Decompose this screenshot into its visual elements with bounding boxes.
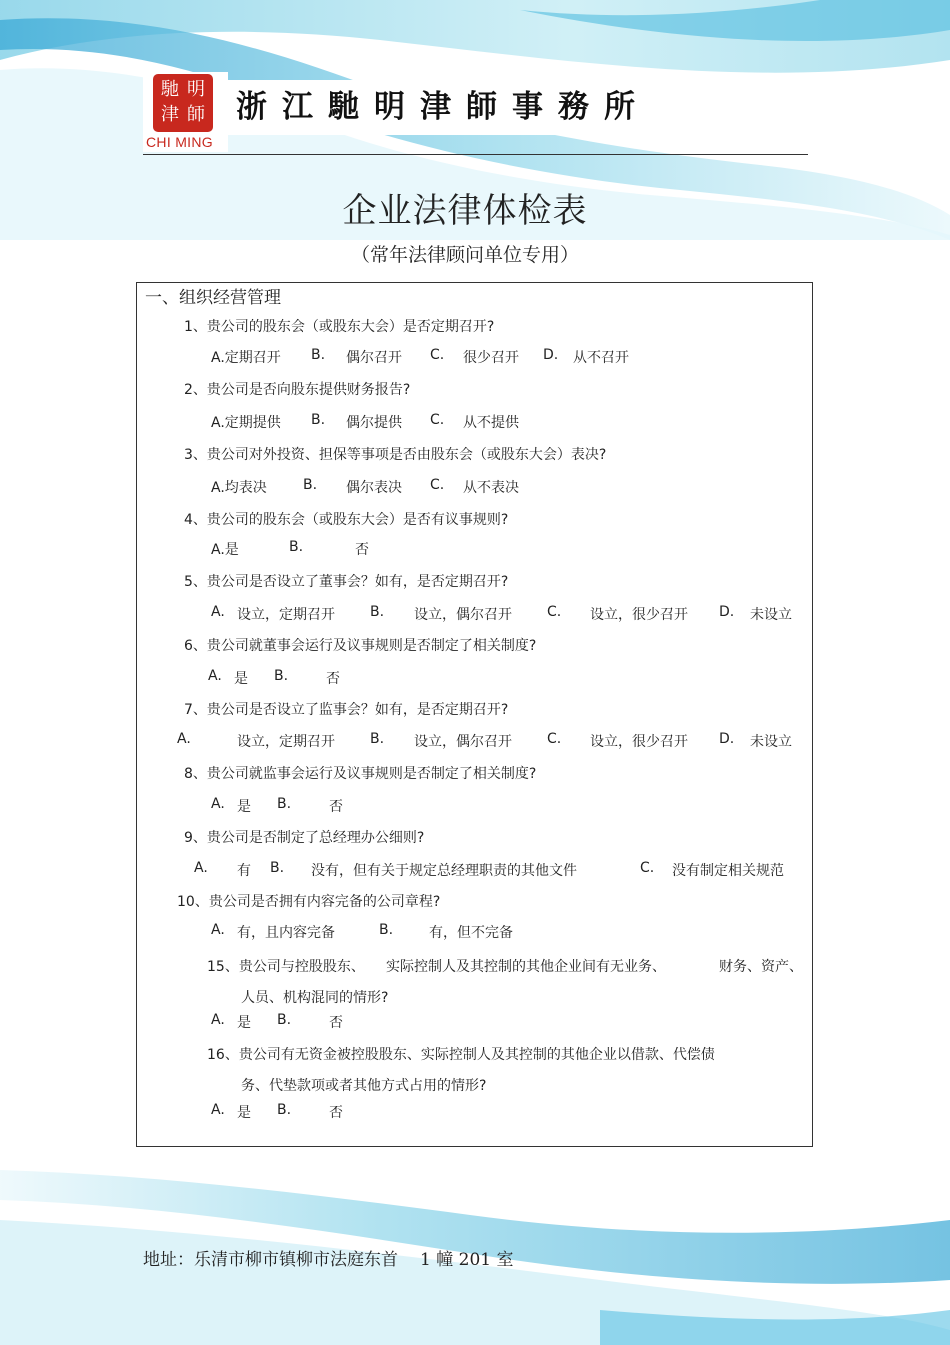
answer-option-letter: B.	[370, 731, 385, 747]
seal-char: 明	[187, 79, 205, 100]
answer-option-letter: B.	[277, 796, 292, 812]
answer-option[interactable]: 是	[237, 799, 251, 815]
answer-option-letter: D.	[719, 731, 735, 747]
answer-option-letter: B.	[277, 1012, 292, 1028]
logo-english-name: CHI MING	[146, 134, 213, 150]
question-text: 9、贵公司是否制定了总经理办公细则?	[184, 830, 425, 846]
address-room: 1 幢 201 室	[420, 1250, 514, 1270]
answer-option[interactable]: 从不提供	[463, 415, 519, 431]
question-text: 16、贵公司有无资金被控股股东、实际控制人及其控制的其他企业以借款、代偿债	[207, 1047, 715, 1063]
answer-option-letter: B.	[379, 922, 394, 938]
answer-option[interactable]: 否	[355, 542, 369, 558]
seal-char: 津	[161, 104, 179, 125]
question-text: 2、贵公司是否向股东提供财务报告?	[184, 382, 411, 398]
answer-option-letter: C.	[430, 412, 445, 428]
answer-option-letter: D.	[719, 604, 735, 620]
answer-option[interactable]: 偶尔召开	[346, 350, 402, 366]
answer-option[interactable]: 否	[329, 1015, 343, 1031]
address-text: 地址：乐清市柳市镇柳市法庭东首	[143, 1250, 398, 1270]
question-text: 7、贵公司是否设立了监事会？如有，是否定期召开?	[184, 702, 509, 718]
answer-option[interactable]: 否	[329, 799, 343, 815]
answer-option[interactable]: 未设立	[750, 734, 792, 750]
question-text: 人员、机构混同的情形?	[241, 990, 389, 1006]
question-text: 4、贵公司的股东会（或股东大会）是否有议事规则?	[184, 512, 509, 528]
question-text: 实际控制人及其控制的其他企业间有无业务、	[386, 959, 666, 975]
answer-option-letter: A.	[208, 668, 222, 684]
answer-option-letter: A.	[211, 796, 225, 812]
question-text: 5、贵公司是否设立了董事会？如有，是否定期召开?	[184, 574, 509, 590]
answer-option[interactable]: A.是	[211, 542, 239, 558]
answer-option-letter: B.	[311, 347, 326, 363]
questionnaire-box	[136, 282, 813, 1147]
question-text: 6、贵公司就董事会运行及议事规则是否制定了相关制度?	[184, 638, 537, 654]
question-text: 财务、资产、	[719, 959, 803, 975]
answer-option-letter: A.	[177, 731, 191, 747]
answer-option[interactable]: A.定期提供	[211, 415, 281, 431]
answer-option[interactable]: A.均表决	[211, 480, 267, 496]
section-heading: 一、组织经营管理	[145, 288, 281, 308]
firm-logo	[143, 72, 228, 152]
answer-option[interactable]: 是	[237, 1015, 251, 1031]
answer-option[interactable]: 设立，定期召开	[237, 734, 335, 750]
answer-option[interactable]: 否	[326, 671, 340, 687]
document-title: 企业法律体检表	[342, 191, 588, 231]
answer-option-letter: B.	[311, 412, 326, 428]
answer-option[interactable]: 偶尔提供	[346, 415, 402, 431]
question-text: 务、代垫款项或者其他方式占用的情形?	[241, 1078, 487, 1094]
question-text: 8、贵公司就监事会运行及议事规则是否制定了相关制度?	[184, 766, 537, 782]
answer-option-letter: B.	[270, 860, 285, 876]
answer-option-letter: B.	[277, 1102, 292, 1118]
answer-option[interactable]: 是	[237, 1105, 251, 1121]
answer-option[interactable]: 未设立	[750, 607, 792, 623]
answer-option[interactable]: 设立，定期召开	[237, 607, 335, 623]
answer-option[interactable]: 设立，很少召开	[590, 607, 688, 623]
answer-option[interactable]: 设立，偶尔召开	[414, 734, 512, 750]
header-divider	[143, 154, 808, 155]
answer-option[interactable]: 设立，很少召开	[590, 734, 688, 750]
answer-option[interactable]: 从不表决	[463, 480, 519, 496]
answer-option[interactable]: 是	[234, 671, 248, 687]
answer-option-letter: B.	[303, 477, 318, 493]
answer-option[interactable]: 有，但不完备	[429, 925, 513, 941]
firm-seal	[153, 74, 213, 132]
question-text: 3、贵公司对外投资、担保等事项是否由股东会（或股东大会）表决?	[184, 447, 607, 463]
answer-option[interactable]: 从不召开	[573, 350, 629, 366]
answer-option-letter: C.	[640, 860, 655, 876]
question-text: 10、贵公司是否拥有内容完备的公司章程?	[177, 894, 441, 910]
answer-option-letter: B.	[289, 539, 304, 555]
answer-option-letter: B.	[274, 668, 289, 684]
answer-option[interactable]: A.定期召开	[211, 350, 281, 366]
answer-option-letter: A.	[211, 604, 225, 620]
answer-option-letter: C.	[547, 731, 562, 747]
seal-char: 馳	[161, 79, 179, 100]
answer-option[interactable]: 没有制定相关规范	[672, 863, 784, 879]
answer-option[interactable]: 没有，但有关于规定总经理职责的其他文件	[311, 863, 577, 879]
answer-option-letter: A.	[194, 860, 208, 876]
footer-address	[143, 1245, 513, 1270]
document-subtitle: （常年法律顾问单位专用）	[350, 244, 579, 266]
answer-option[interactable]: 否	[329, 1105, 343, 1121]
question-text: 15、贵公司与控股股东、	[207, 959, 365, 975]
answer-option[interactable]: 有	[237, 863, 251, 879]
answer-option-letter: C.	[430, 477, 445, 493]
answer-option-letter: A.	[211, 1012, 225, 1028]
seal-char: 師	[187, 104, 205, 125]
answer-option-letter: A.	[211, 922, 225, 938]
answer-option-letter: C.	[430, 347, 445, 363]
answer-option-letter: D.	[543, 347, 559, 363]
answer-option[interactable]: 很少召开	[463, 350, 519, 366]
answer-option-letter: A.	[211, 1102, 225, 1118]
answer-option-letter: C.	[547, 604, 562, 620]
answer-option[interactable]: 有，且内容完备	[237, 925, 335, 941]
answer-option[interactable]: 设立，偶尔召开	[414, 607, 512, 623]
firm-name-banner: 浙江馳明津師事務所	[228, 80, 786, 135]
answer-option[interactable]: 偶尔表决	[346, 480, 402, 496]
question-text: 1、贵公司的股东会（或股东大会）是否定期召开?	[184, 319, 495, 335]
answer-option-letter: B.	[370, 604, 385, 620]
